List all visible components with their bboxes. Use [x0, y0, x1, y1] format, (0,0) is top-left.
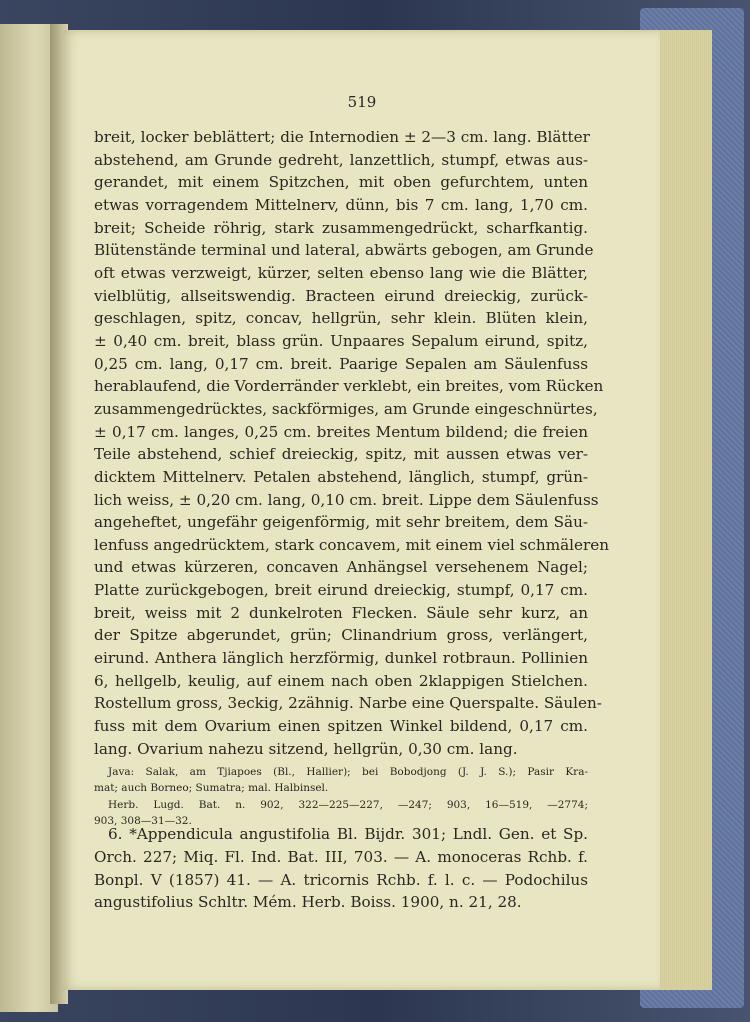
small-text-line: Herb. Lugd. Bat. n. 902, 322—225—227, —247; 903, 16—519, —2774; [108, 799, 588, 811]
text-line: und etwas kürzeren, concaven Anhängsel versehenem Nagel; [94, 558, 588, 577]
text-line: 6, hellgelb, keulig, auf einem nach oben 2klappigen Stielchen. [94, 671, 588, 690]
text-line: gerandet, mit einem Spitzchen, mit oben gefurchtem, unten [94, 173, 588, 192]
text-line: ± 0,40 cm. breit, blass grün. Unpaares Sepalum eirund, spitz, [94, 331, 588, 350]
text-line: Blütenstände terminal und lateral, abwärts gebogen, am Grunde [94, 241, 594, 260]
small-text-line: Java: Salak, am Tjiapoes (Bl., Hallier); bei Bobodjong (J. J. S.); Pasir Kra- [108, 766, 588, 778]
text-line: lich weiss, ± 0,20 cm. lang, 0,10 cm. breit. Lippe dem Säulenfuss [94, 490, 599, 509]
text-line: vielblütig, allseitswendig. Bracteen eirund dreieckig, zurück- [94, 286, 588, 305]
text-line: lenfuss angedrücktem, stark concavem, mit einem viel schmäleren [94, 535, 610, 554]
species-entry [94, 823, 588, 914]
text-line: ± 0,17 cm. langes, 0,25 cm. breites Mentum bildend; die freien [94, 422, 588, 441]
text-line: breit, weiss mit 2 dunkelroten Flecken. Säule sehr kurz, an [94, 603, 588, 622]
text-line: Rostellum gross, 3eckig, 2zähnig. Narbe eine Querspalte. Säulen- [94, 694, 602, 713]
text-line: Platte zurückgebogen, breit eirund dreieckig, stumpf, 0,17 cm. [94, 581, 588, 600]
text-line: breit; Scheide röhrig, stark zusammengedrückt, scharfkantig. [94, 218, 588, 237]
text-line: fuss mit dem Ovarium einen spitzen Winkel bildend, 0,17 cm. [94, 717, 588, 736]
entry-line: Orch. 227; Miq. Fl. Ind. Bat. III, 703. — A. monoceras Rchb. f. [94, 847, 588, 866]
text-line: dicktem Mittelnerv. Petalen abstehend, länglich, stumpf, grün- [94, 467, 588, 486]
entry-line: angustifolius Schltr. Mém. Herb. Boiss. 1900, n. 21, 28. [94, 893, 522, 912]
text-line: breit, locker beblättert; die Internodien ± 2—3 cm. lang. Blätter [94, 128, 590, 146]
page-number: 519 [347, 93, 377, 111]
text-line: 0,25 cm. lang, 0,17 cm. breit. Paarige Sepalen am Säulenfuss [94, 354, 588, 373]
small-text-line: 903, 308—31—32. [94, 814, 192, 827]
small-text-line: mat; auch Borneo; Sumatra; mal. Halbinsel. [94, 781, 329, 794]
text-line: abstehend, am Grunde gedreht, lanzettlich, stumpf, etwas aus- [94, 150, 588, 169]
description-paragraph [94, 126, 610, 760]
text-line: angeheftet, ungefähr geigenförmig, mit sehr breitem, dem Säu- [94, 513, 588, 532]
entry-line: 6. *Appendicula angustifolia Bl. Bijdr. 301; Lndl. Gen. et Sp. [108, 825, 588, 843]
entry-line: Bonpl. V (1857) 41. — A. tricornis Rchb. f. l. c. — Podochilus [94, 870, 588, 889]
text-line: geschlagen, spitz, concav, hellgrün, sehr klein. Blüten klein, [94, 309, 588, 328]
text-line: zusammengedrücktes, sackförmiges, am Grunde eingeschnürtes, [94, 399, 598, 418]
text-line: eirund. Anthera länglich herzförmig, dunkel rotbraun. Pollinien [94, 649, 588, 668]
text-line: oft etwas verzweigt, kürzer, selten ebenso lang wie die Blätter, [94, 263, 588, 282]
text-line: herablaufend, die Vorderränder verklebt, ein breites, vom Rücken [94, 377, 604, 396]
localities-note [94, 765, 588, 796]
book-page [62, 30, 660, 990]
page-stack-edge [652, 30, 712, 990]
text-line: etwas vorragendem Mittelnerv, dünn, bis 7 cm. lang, 1,70 cm. [94, 195, 588, 214]
text-line: Teile abstehend, schief dreieckig, spitz, mit aussen etwas ver- [94, 445, 588, 464]
text-line: der Spitze abgerundet, grün; Clinandrium gross, verlängert, [94, 626, 588, 645]
text-line: lang. Ovarium nahezu sitzend, hellgrün, 0,30 cm. lang. [94, 739, 518, 758]
